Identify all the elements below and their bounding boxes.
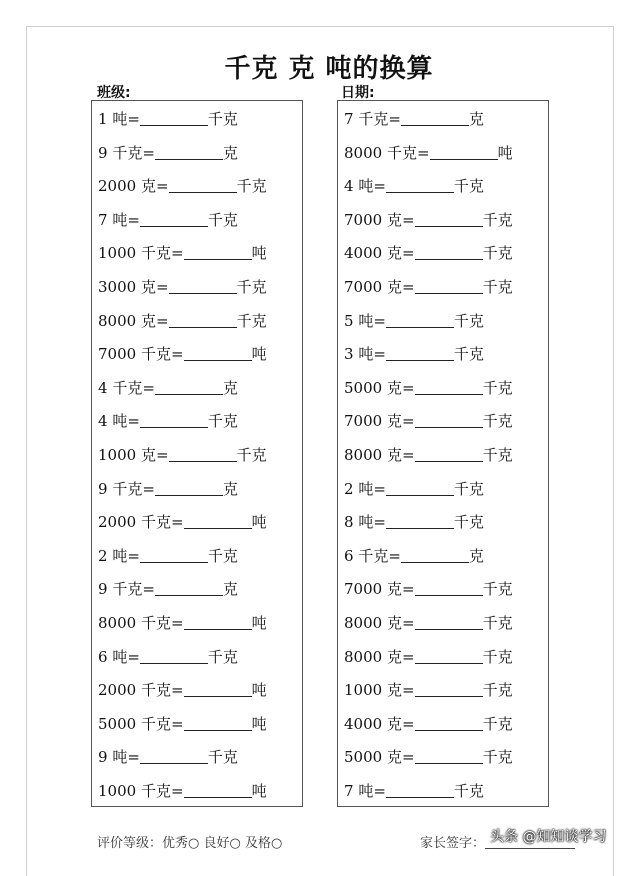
exercise-row (344, 137, 513, 170)
from-unit: 克 (386, 446, 402, 464)
answer-blank[interactable] (140, 547, 208, 563)
to-unit: 千克 (236, 311, 267, 330)
to-unit: 吨 (251, 614, 267, 632)
exercise-number: 2 (98, 546, 108, 565)
from-unit: 吨 (358, 177, 374, 196)
answer-blank[interactable] (184, 614, 252, 630)
to-unit: 克 (222, 479, 238, 498)
from-unit: 克 (386, 647, 402, 666)
exercise-number: 6 (98, 647, 108, 666)
exercise-number: 5000 (344, 378, 383, 397)
from-unit: 千克 (112, 580, 143, 599)
equals-sign: = (416, 143, 430, 162)
answer-blank[interactable] (415, 211, 483, 227)
exercise-row (344, 170, 484, 203)
from-unit: 吨 (112, 110, 128, 128)
equals-sign: = (170, 345, 184, 364)
equals-sign: = (401, 210, 415, 229)
from-unit: 吨 (112, 546, 128, 565)
from-unit: 千克 (140, 513, 171, 532)
equals-sign: = (155, 278, 169, 296)
to-unit: 千克 (207, 412, 238, 431)
to-unit: 吨 (251, 345, 267, 364)
exercise-number: 7000 (344, 278, 383, 296)
equals-sign: = (127, 110, 140, 128)
answer-blank[interactable] (386, 177, 454, 193)
exercise-number: 8000 (344, 446, 383, 464)
rating-text: 评价等级：优秀○ 良好○ 及格○ (97, 836, 283, 851)
to-unit: 千克 (207, 748, 238, 767)
exercise-number: 8000 (98, 614, 137, 632)
answer-blank[interactable] (415, 244, 483, 260)
answer-blank[interactable] (184, 715, 252, 731)
exercise-row (344, 741, 513, 774)
equals-sign: = (373, 782, 386, 800)
exercise-number: 7 (344, 110, 354, 128)
exercise-number: 1000 (98, 446, 137, 464)
equals-sign: = (170, 614, 184, 632)
to-unit: 千克 (207, 647, 238, 666)
exercise-number: 8000 (344, 614, 383, 632)
exercise-number: 4 (344, 177, 354, 196)
exercise-row (98, 775, 267, 808)
exercise-row (98, 204, 238, 237)
exercise-row (98, 405, 238, 438)
answer-blank[interactable] (140, 211, 208, 227)
equals-sign: = (127, 546, 140, 565)
from-unit: 千克 (140, 782, 171, 800)
to-unit: 千克 (482, 714, 513, 733)
to-unit: 千克 (236, 446, 267, 464)
exercise-row (98, 338, 267, 371)
to-unit: 千克 (453, 177, 484, 196)
exercise-row (344, 607, 513, 640)
answer-blank[interactable] (140, 412, 208, 428)
to-unit: 千克 (453, 345, 484, 364)
answer-blank[interactable] (184, 244, 252, 260)
from-unit: 吨 (358, 782, 374, 800)
equals-sign: = (401, 278, 415, 296)
equals-sign: = (401, 244, 415, 263)
equals-sign: = (401, 748, 415, 767)
exercise-row (344, 506, 484, 539)
equals-sign: = (388, 546, 401, 565)
equals-sign: = (170, 513, 184, 532)
answer-blank[interactable] (169, 312, 237, 328)
answer-blank[interactable] (386, 480, 454, 496)
to-unit: 千克 (236, 177, 267, 196)
from-unit: 克 (386, 278, 402, 296)
exercise-row (344, 372, 513, 405)
exercise-row (98, 439, 267, 472)
answer-blank[interactable] (140, 110, 208, 126)
from-unit: 吨 (112, 210, 128, 229)
equals-sign: = (170, 714, 184, 733)
answer-blank[interactable] (386, 312, 454, 328)
left-exercise-box (91, 100, 303, 807)
to-unit: 千克 (482, 647, 513, 666)
exercise-number: 5000 (344, 748, 383, 767)
exercise-row (344, 540, 484, 573)
exercise-number: 1000 (98, 244, 137, 263)
equals-sign: = (127, 210, 140, 229)
answer-blank[interactable] (155, 480, 223, 496)
to-unit: 千克 (453, 782, 484, 800)
to-unit: 吨 (251, 513, 267, 532)
answer-blank[interactable] (140, 648, 208, 664)
answer-blank[interactable] (140, 748, 208, 764)
exercise-row (344, 305, 484, 338)
equals-sign: = (373, 479, 386, 498)
equals-sign: = (373, 177, 386, 196)
exercise-number: 8000 (344, 647, 383, 666)
exercise-row (344, 674, 513, 707)
equals-sign: = (142, 378, 155, 397)
exercise-number: 7000 (98, 345, 137, 364)
from-unit: 克 (386, 210, 402, 229)
to-unit: 吨 (251, 244, 267, 263)
exercise-row (98, 641, 238, 674)
from-unit: 克 (140, 311, 156, 330)
from-unit: 千克 (112, 143, 143, 162)
to-unit: 千克 (482, 244, 513, 263)
exercise-number: 3 (344, 345, 354, 364)
to-unit: 千克 (482, 446, 513, 464)
equals-sign: = (155, 177, 169, 196)
equals-sign: = (373, 513, 386, 532)
to-unit: 千克 (482, 681, 513, 700)
to-unit: 千克 (482, 278, 513, 296)
to-unit: 千克 (453, 513, 484, 532)
to-unit: 千克 (482, 580, 513, 599)
to-unit: 千克 (482, 210, 513, 229)
from-unit: 克 (386, 412, 402, 431)
from-unit: 吨 (358, 311, 374, 330)
from-unit: 克 (386, 681, 402, 700)
from-unit: 吨 (358, 513, 374, 532)
equals-sign: = (170, 782, 184, 800)
to-unit: 千克 (236, 278, 267, 296)
exercise-row (344, 103, 484, 136)
from-unit: 克 (386, 714, 402, 733)
answer-blank[interactable] (169, 446, 237, 462)
exercise-number: 5000 (98, 714, 137, 733)
exercise-number: 9 (98, 580, 108, 599)
to-unit: 吨 (497, 143, 513, 162)
exercise-number: 9 (98, 479, 108, 498)
answer-blank[interactable] (415, 748, 483, 764)
exercise-number: 9 (98, 143, 108, 162)
answer-blank[interactable] (155, 580, 223, 596)
equals-sign: = (127, 748, 140, 767)
from-unit: 千克 (140, 714, 171, 733)
answer-blank[interactable] (386, 782, 454, 798)
exercise-number: 5 (344, 311, 354, 330)
answer-blank[interactable] (169, 177, 237, 193)
from-unit: 千克 (140, 345, 171, 364)
exercise-row (344, 439, 513, 472)
exercise-number: 8000 (98, 311, 137, 330)
exercise-row (344, 473, 484, 506)
answer-blank[interactable] (184, 513, 252, 529)
exercise-number: 3000 (98, 278, 137, 296)
to-unit: 吨 (251, 681, 267, 700)
equals-sign: = (401, 681, 415, 700)
from-unit: 吨 (112, 647, 128, 666)
exercise-row (98, 741, 238, 774)
exercise-row (344, 641, 513, 674)
to-unit: 克 (468, 110, 484, 128)
from-unit: 千克 (140, 244, 171, 263)
exercise-number: 7000 (344, 210, 383, 229)
to-unit: 千克 (482, 412, 513, 431)
equals-sign: = (155, 446, 169, 464)
exercise-number: 6 (344, 546, 354, 565)
exercise-row (98, 372, 238, 405)
exercise-row (98, 237, 267, 270)
answer-blank[interactable] (415, 614, 483, 630)
exercise-number: 1000 (344, 681, 383, 700)
equals-sign: = (170, 244, 184, 263)
exercise-number: 2000 (98, 177, 137, 196)
exercise-row (344, 708, 513, 741)
equals-sign: = (401, 378, 415, 397)
exercise-number: 7000 (344, 412, 383, 431)
exercise-number: 2000 (98, 681, 137, 700)
exercise-row (98, 506, 267, 539)
exercise-row (98, 674, 267, 707)
to-unit: 吨 (251, 714, 267, 733)
from-unit: 克 (386, 580, 402, 599)
equals-sign: = (127, 412, 140, 431)
exercise-number: 7000 (344, 580, 383, 599)
answer-blank[interactable] (386, 345, 454, 361)
exercise-row (344, 573, 513, 606)
to-unit: 千克 (482, 748, 513, 767)
from-unit: 千克 (140, 681, 171, 700)
exercise-row (344, 271, 513, 304)
from-unit: 千克 (112, 479, 143, 498)
answer-blank[interactable] (415, 446, 483, 462)
exercise-row (98, 170, 267, 203)
exercise-number: 1 (98, 110, 108, 128)
equals-sign: = (127, 647, 140, 666)
answer-blank[interactable] (184, 345, 252, 361)
exercise-row (344, 338, 484, 371)
equals-sign: = (401, 714, 415, 733)
answer-blank[interactable] (401, 110, 469, 126)
to-unit: 千克 (482, 614, 513, 632)
exercise-number: 8 (344, 513, 354, 532)
answer-blank[interactable] (415, 580, 483, 596)
from-unit: 克 (140, 278, 156, 296)
from-unit: 克 (386, 748, 402, 767)
to-unit: 吨 (251, 782, 267, 800)
equals-sign: = (170, 681, 184, 700)
equals-sign: = (401, 412, 415, 431)
from-unit: 千克 (386, 143, 417, 162)
equals-sign: = (142, 580, 155, 599)
exercise-number: 4 (98, 378, 108, 397)
parent-signature-label: 家长签字： (420, 836, 486, 851)
exercise-row (98, 271, 267, 304)
equals-sign: = (142, 479, 155, 498)
to-unit: 千克 (482, 378, 513, 397)
to-unit: 克 (222, 143, 238, 162)
exercise-number: 2 (344, 479, 354, 498)
answer-blank[interactable] (415, 278, 483, 294)
page-title: 千克 克 吨的换算 (224, 54, 434, 84)
exercise-number: 4000 (344, 244, 383, 263)
to-unit: 千克 (207, 210, 238, 229)
from-unit: 千克 (140, 614, 171, 632)
from-unit: 克 (140, 446, 156, 464)
answer-blank[interactable] (386, 513, 454, 529)
answer-blank[interactable] (401, 547, 469, 563)
answer-blank[interactable] (415, 681, 483, 697)
to-unit: 千克 (453, 479, 484, 498)
equals-sign: = (401, 614, 415, 632)
from-unit: 克 (386, 614, 402, 632)
exercise-row (98, 305, 267, 338)
equals-sign: = (401, 647, 415, 666)
to-unit: 千克 (207, 110, 238, 128)
answer-blank[interactable] (415, 379, 483, 395)
exercise-number: 2000 (98, 513, 137, 532)
exercise-number: 1000 (98, 782, 137, 800)
answer-blank[interactable] (415, 648, 483, 664)
exercise-row (344, 204, 513, 237)
equals-sign: = (155, 311, 169, 330)
answer-blank[interactable] (415, 715, 483, 731)
watermark: 头条 @知知谈学习 (490, 829, 607, 845)
answer-blank[interactable] (430, 144, 498, 160)
from-unit: 吨 (358, 345, 374, 364)
answer-blank[interactable] (184, 681, 252, 697)
exercise-number: 8000 (344, 143, 383, 162)
exercise-row (344, 775, 484, 808)
answer-blank[interactable] (169, 278, 237, 294)
class-label: 班级: (97, 85, 131, 101)
equals-sign: = (388, 110, 401, 128)
exercise-number: 4000 (344, 714, 383, 733)
exercise-row (98, 473, 238, 506)
from-unit: 克 (140, 177, 156, 196)
from-unit: 克 (386, 244, 402, 263)
exercise-number: 4 (98, 412, 108, 431)
exercise-row (98, 573, 238, 606)
answer-blank[interactable] (155, 144, 223, 160)
to-unit: 克 (222, 378, 238, 397)
exercise-row (98, 137, 238, 170)
exercise-row (344, 405, 513, 438)
answer-blank[interactable] (415, 412, 483, 428)
to-unit: 千克 (207, 546, 238, 565)
exercise-number: 9 (98, 748, 108, 767)
exercise-number: 7 (98, 210, 108, 229)
from-unit: 千克 (358, 546, 389, 565)
answer-blank[interactable] (155, 379, 223, 395)
equals-sign: = (373, 311, 386, 330)
exercise-row (98, 708, 267, 741)
answer-blank[interactable] (184, 782, 252, 798)
equals-sign: = (373, 345, 386, 364)
from-unit: 克 (386, 378, 402, 397)
to-unit: 克 (222, 580, 238, 599)
exercise-number: 7 (344, 782, 354, 800)
from-unit: 吨 (112, 748, 128, 767)
equals-sign: = (142, 143, 155, 162)
equals-sign: = (401, 580, 415, 599)
from-unit: 千克 (358, 110, 389, 128)
from-unit: 吨 (358, 479, 374, 498)
from-unit: 千克 (112, 378, 143, 397)
from-unit: 吨 (112, 412, 128, 431)
exercise-row (98, 540, 238, 573)
exercise-row (98, 607, 267, 640)
right-exercise-box (337, 100, 549, 807)
equals-sign: = (401, 446, 415, 464)
to-unit: 千克 (453, 311, 484, 330)
exercise-row (98, 103, 238, 136)
exercise-row (344, 237, 513, 270)
to-unit: 克 (468, 546, 484, 565)
date-label: 日期: (341, 85, 375, 101)
